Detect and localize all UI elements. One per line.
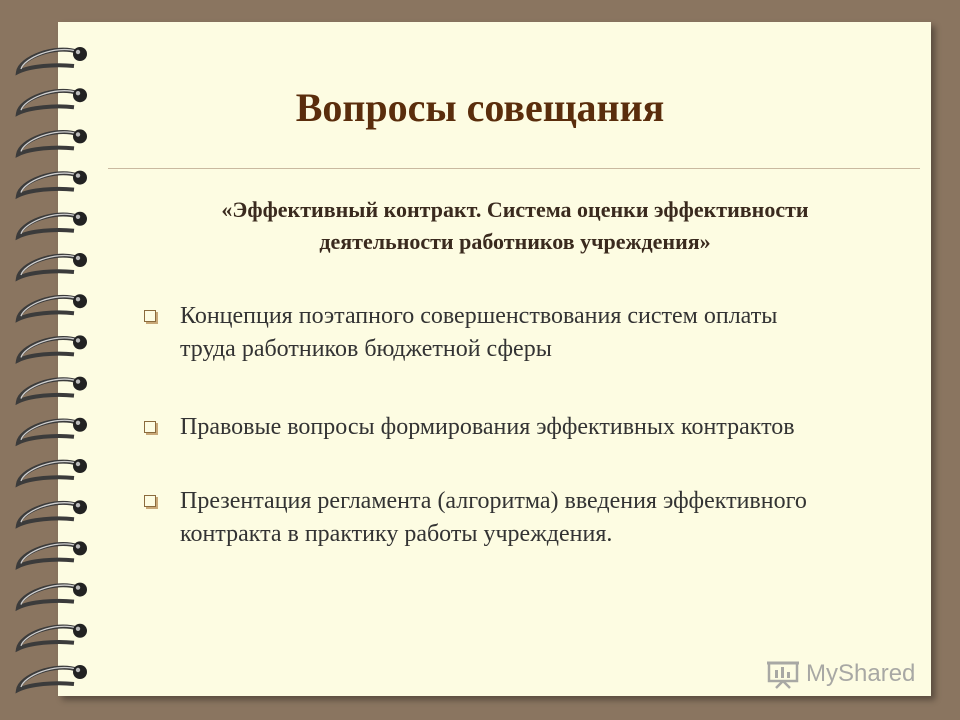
spiral-ring	[18, 253, 87, 278]
title-divider	[108, 168, 920, 169]
watermark-text: MyShared	[806, 660, 916, 687]
slide-title: Вопросы совещания	[295, 85, 665, 130]
spiral-ring	[18, 583, 87, 608]
spiral-ring	[18, 212, 87, 237]
bullet-item	[144, 485, 904, 551]
subtitle-line-1: «Эффективный контракт. Система оценки эффективности	[221, 197, 809, 222]
spiral-ring	[18, 624, 87, 649]
bullet-line-1: Правовые вопросы формирования эффективных контрактов	[180, 414, 795, 440]
spiral-ring	[18, 335, 87, 360]
spiral-ring	[18, 171, 87, 196]
spiral-ring	[18, 541, 87, 566]
bullet-line-1: Концепция поэтапного совершенствования систем оплаты	[180, 303, 778, 329]
spiral-ring	[18, 377, 87, 402]
spiral-ring	[18, 129, 87, 154]
bullet-line-2: контракта в практику работы учреждения.	[180, 521, 613, 547]
bullet-item	[144, 411, 904, 444]
checkbox-bullet-icon	[144, 310, 156, 322]
bullet-line-2: труда работников бюджетной сферы	[180, 336, 552, 362]
spiral-ring	[18, 47, 87, 72]
checkbox-bullet-icon	[144, 421, 156, 433]
checkbox-bullet-icon	[144, 495, 156, 507]
subtitle-line-2: деятельности работников учреждения»	[319, 229, 711, 254]
watermark	[766, 656, 915, 692]
bullet-line-1: Презентация регламента (алгоритма) введения эффективного	[180, 488, 807, 514]
bullet-list	[144, 300, 904, 551]
spiral-ring	[18, 500, 87, 525]
spiral-ring	[18, 418, 87, 443]
bullet-item	[144, 300, 904, 366]
spiral-ring	[18, 294, 87, 319]
presentation-icon	[766, 659, 800, 689]
spiral-ring	[18, 459, 87, 484]
spiral-ring	[18, 665, 87, 690]
slide-subtitle	[130, 194, 900, 258]
